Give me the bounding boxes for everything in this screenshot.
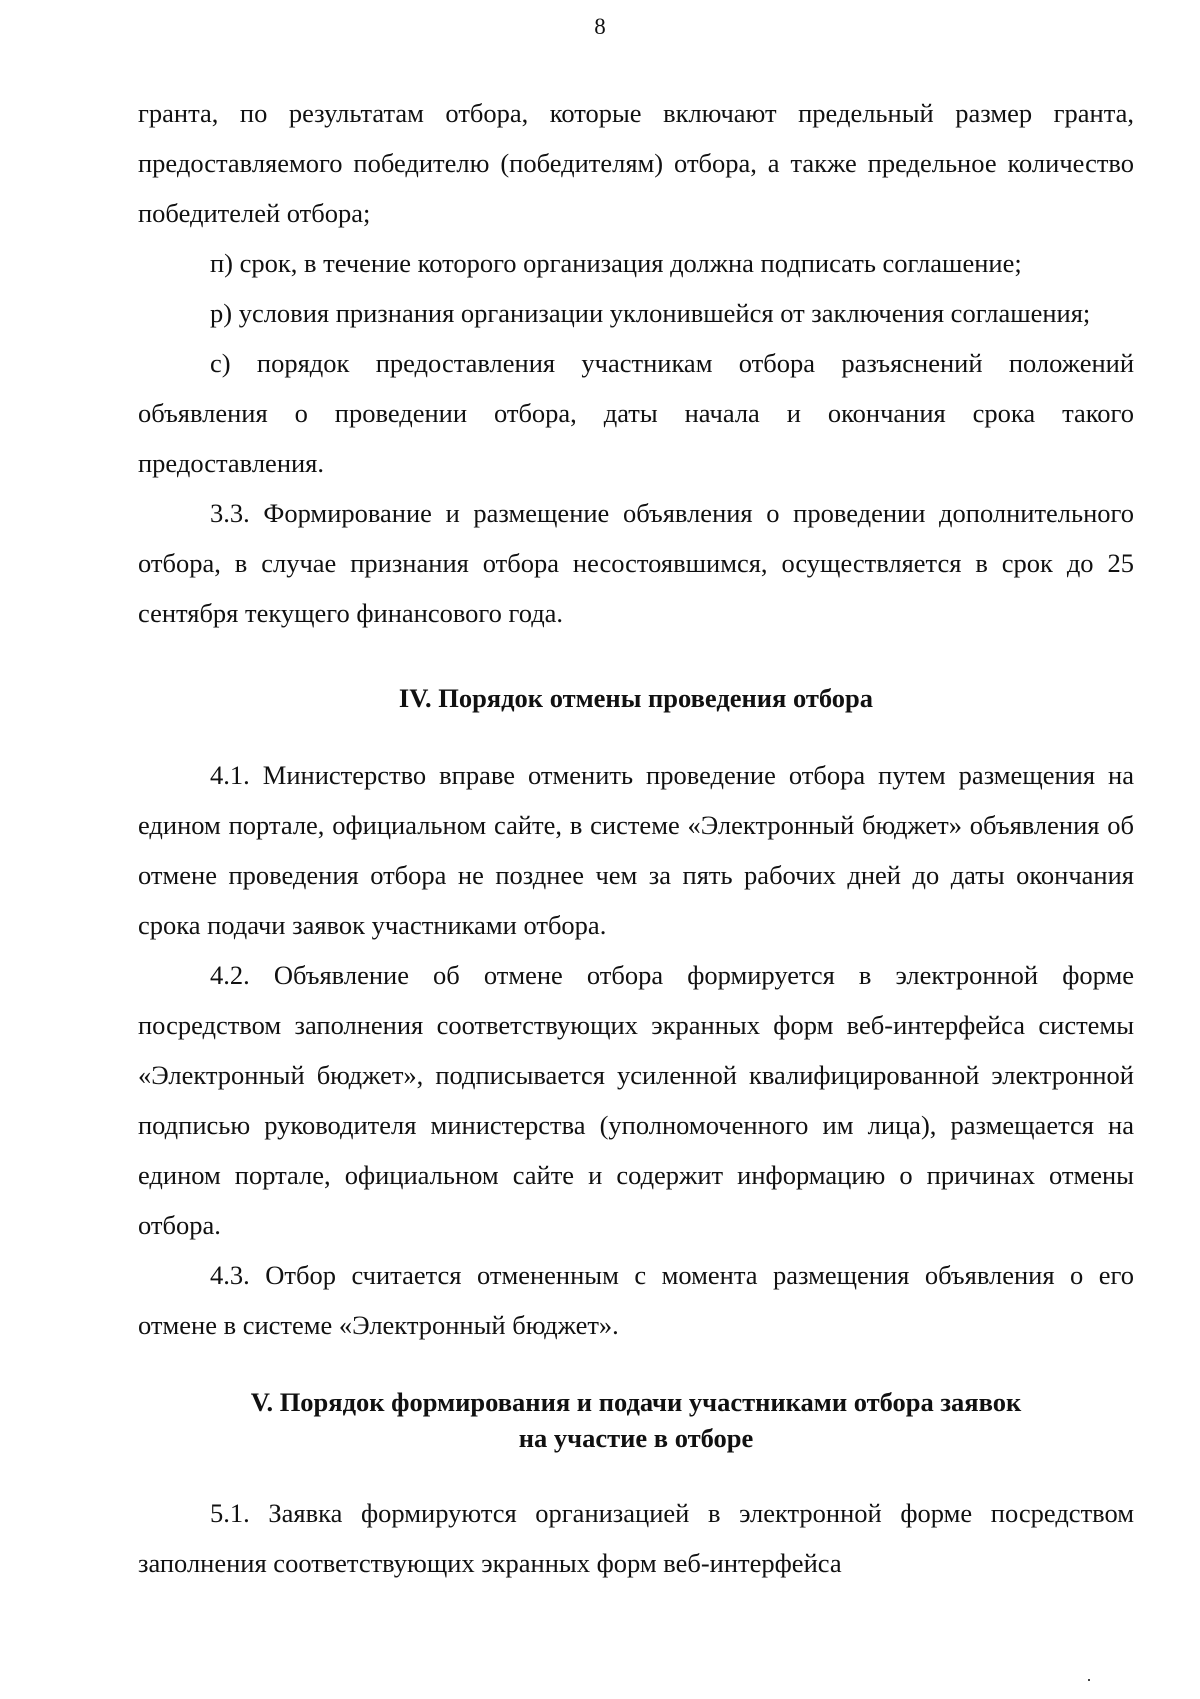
paragraph-4-2: 4.2. Объявление об отмене отбора формируется в электронной форме посредством заполнения соответствующих экранных форм веб-интерфейса системы «Электронный бюджет», подписывается усиленной квалифицированной электронной подписью руководителя министерства (уполномоченного им лица), размещается на едином портале, официальном сайте и содержит информацию о причинах отмены отбора. — [138, 960, 1134, 1240]
paragraph-item-p: п) срок, в течение которого организация должна подписать соглашение; — [210, 248, 1022, 278]
page-number: 8 — [594, 14, 606, 39]
paragraph-5-1: 5.1. Заявка формируются организацией в электронной форме посредством заполнения соответствующих экранных форм веб-интерфейса — [138, 1498, 1134, 1578]
paragraph-3-3: 3.3. Формирование и размещение объявления о проведении дополнительного отбора, в случае признания отбора несостоявшимся, осуществляется в срок до 25 сентября текущего финансового года. — [138, 498, 1134, 628]
section-heading-v — [138, 1384, 1134, 1456]
paragraph-4-3: 4.3. Отбор считается отмененным с момента размещения объявления о его отмене в системе «Электронный бюджет». — [138, 1260, 1134, 1340]
scan-mark — [1088, 1679, 1090, 1681]
paragraph-4-1: 4.1. Министерство вправе отменить проведение отбора путем размещения на едином портале, официальном сайте, в системе «Электронный бюджет» объявления об отмене проведения отбора не позднее чем за пять рабочих дней до даты окончания срока подачи заявок участниками отбора. — [138, 760, 1134, 940]
paragraph-item-s: с) порядок предоставления участникам отбора разъяснений положений объявления о проведении отбора, даты начала и окончания срока такого предоставления. — [138, 348, 1134, 478]
section-heading-v-line1: V. Порядок формирования и подачи участниками отбора заявок — [250, 1387, 1022, 1417]
section-heading-iv: IV. Порядок отмены проведения отбора — [398, 683, 874, 713]
section-heading-v-line2: на участие в отборе — [518, 1423, 754, 1453]
paragraph-item-r: р) условия признания организации уклонившейся от заключения соглашения; — [210, 298, 1091, 328]
paragraph-continuation: гранта, по результатам отбора, которые включают предельный размер гранта, предоставляемого победителю (победителям) отбора, а также предельное количество победителей отбора; — [138, 98, 1134, 228]
document-body — [138, 88, 1134, 1588]
